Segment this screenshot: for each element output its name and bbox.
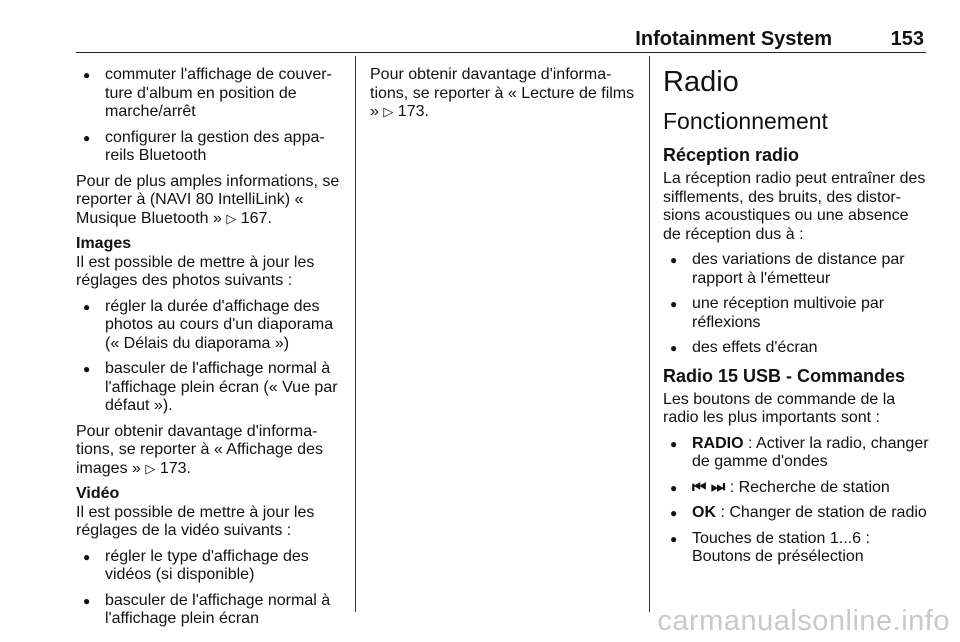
radio-key-label: RADIO <box>692 434 744 452</box>
paragraph-text: Pour obtenir davantage d'informa-tions, se reporter à « Lecture de films » <box>370 66 635 120</box>
paragraph-text: Pour de plus amples informations, se reporter à (NAVI 80 IntelliLink) « Musique Bluetooth » <box>76 172 340 227</box>
column-right <box>663 66 929 574</box>
list-item: ● basculer de l'affichage normal à l'affichage plein écran <box>76 592 348 629</box>
page-ref[interactable]: 173. <box>397 103 429 120</box>
list-item: ● des variations de distance par rapport à l'émetteur <box>663 251 929 288</box>
paragraph: Il est possible de mettre à jour les réglages des photos suivants : <box>76 253 315 289</box>
list-item: ● des effets d'écran <box>663 339 929 358</box>
list-item-text: : Changer de station de radio <box>716 504 927 521</box>
page-ref-arrow-icon: ▷ <box>145 460 156 476</box>
paragraph: La réception radio peut entraîner des sifflements, des bruits, des distor-sions acoustiques ou une absence de réception dus à : <box>663 170 926 243</box>
watermark: carmanualsonline.info <box>657 605 950 637</box>
heading-radio: Radio <box>663 66 739 98</box>
list-item: ● régler la durée d'affichage des photos au cours d'un diaporama (« Délais du diaporama ») <box>76 298 348 354</box>
list-item: ● basculer de l'affichage normal à l'affichage plein écran (« Vue par défaut »). <box>76 360 348 416</box>
list-item <box>663 504 929 523</box>
paragraph: Les boutons de commande de la radio les plus importants sont : <box>663 390 896 426</box>
list-item: ● commuter l'affichage de couver-ture d'album en position de marche/arrêt <box>76 66 348 122</box>
page-ref[interactable]: 173. <box>159 459 191 477</box>
list-item-text: : Activer la radio, changer de gamme d'ondes <box>692 434 929 470</box>
page-ref-arrow-icon: ▷ <box>226 210 237 226</box>
column-divider <box>649 56 650 612</box>
list-item: ● Touches de station 1...6 : Boutons de présélection <box>663 530 929 567</box>
page-header <box>76 26 926 53</box>
section-heading-images: Images <box>76 235 132 252</box>
ok-key-label: OK <box>692 504 716 521</box>
page-ref-arrow-icon: ▷ <box>383 104 394 119</box>
seek-keys-icon: ⏮ ⏭ <box>692 478 726 496</box>
list-item-text: : Recherche de station <box>725 478 890 496</box>
list-item: ● régler le type d'affichage des vidéos (si disponible) <box>76 548 348 585</box>
list-item <box>663 435 929 472</box>
header-title: Infotainment System <box>635 28 832 50</box>
column-divider <box>355 56 356 612</box>
paragraph <box>370 66 636 122</box>
paragraph <box>76 423 348 479</box>
paragraph-text: Pour obtenir davantage d'informa-tions, se reporter à « Affichage des images » <box>76 422 323 477</box>
page-number: 153 <box>890 28 924 50</box>
heading-radio-commandes: Radio 15 USB - Commandes <box>663 365 906 386</box>
paragraph: Il est possible de mettre à jour les réglages de la vidéo suivants : <box>76 503 315 539</box>
column-middle <box>370 66 636 129</box>
section-heading-video: Vidéo <box>76 485 120 502</box>
page-ref[interactable]: 167. <box>240 209 272 227</box>
heading-reception-radio: Réception radio <box>663 145 800 165</box>
list-item <box>663 479 929 498</box>
list-item: ● une réception multivoie par réflexions <box>663 295 929 332</box>
heading-fonctionnement: Fonctionnement <box>663 108 828 134</box>
list-item: ● configurer la gestion des appa-reils Bluetooth <box>76 129 348 166</box>
paragraph <box>76 173 348 229</box>
column-left <box>76 66 348 636</box>
